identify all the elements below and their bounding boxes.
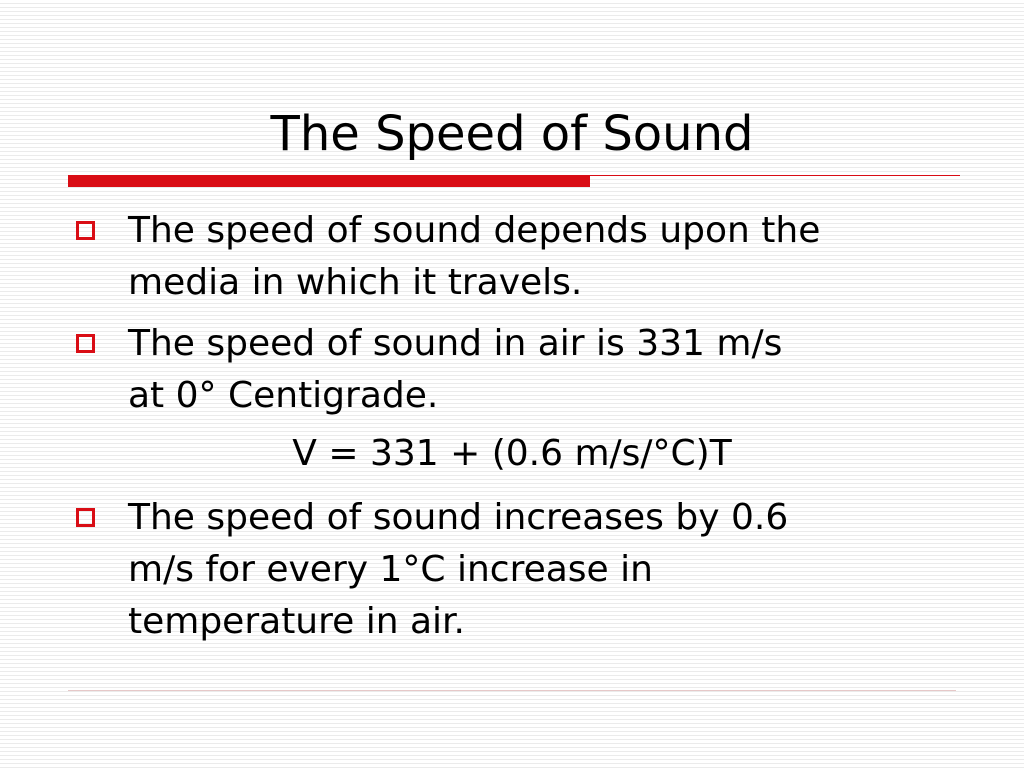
- speed-equation: V = 331 + (0.6 m/s/°C)T: [292, 433, 732, 474]
- hollow-square-bullet-icon: [76, 221, 95, 240]
- bullet-text: The speed of sound in air is 331 m/s at 0° Centigrade.: [128, 323, 783, 416]
- bullet-text: The speed of sound depends upon the media in which it travels.: [128, 210, 821, 303]
- footer-divider: [68, 690, 956, 691]
- bullet-item: [128, 205, 968, 309]
- hollow-square-bullet-icon: [76, 508, 95, 527]
- bullet-text: The speed of sound increases by 0.6 m/s for every 1°C increase in temperature in air.: [128, 497, 789, 642]
- bullet-item: [128, 318, 968, 422]
- slide-title: The Speed of Sound: [270, 106, 754, 162]
- hollow-square-bullet-icon: [76, 334, 95, 353]
- bullet-item: [128, 492, 968, 648]
